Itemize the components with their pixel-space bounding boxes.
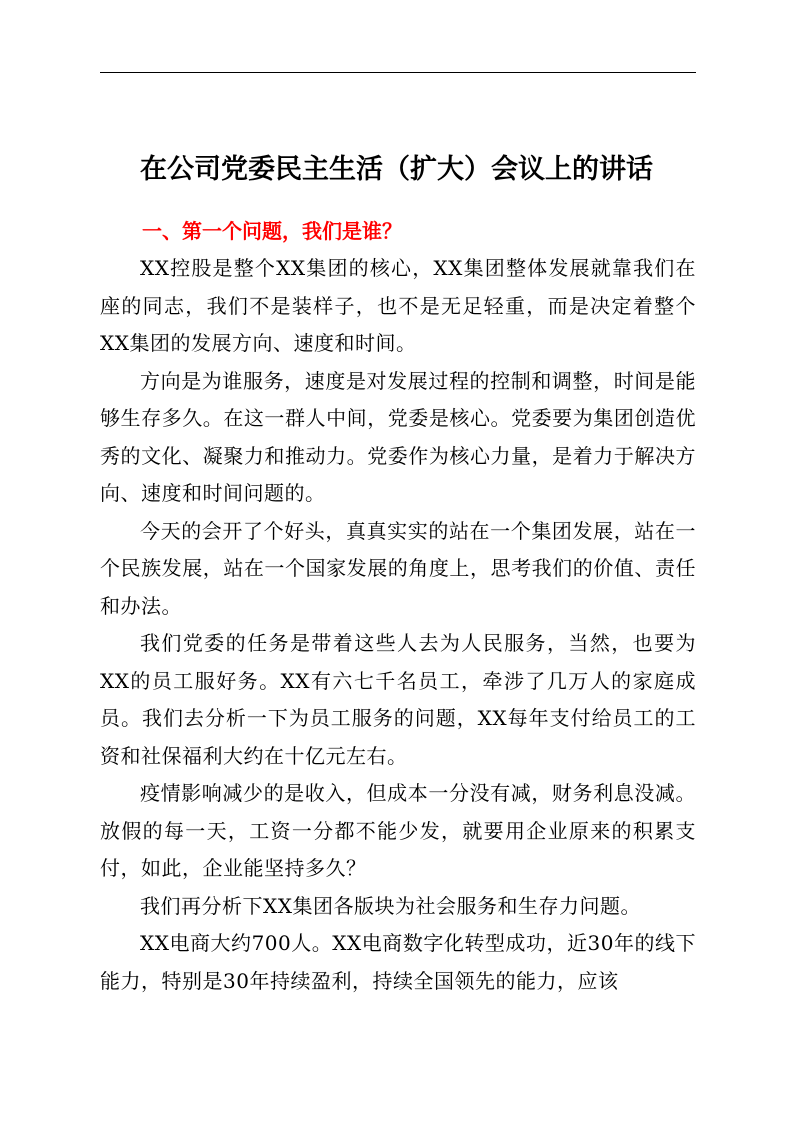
paragraph-5: 疫情影响减少的是收入，但成本一分没有减，财务利息没减。放假的每一天，工资一分都不能少发，就要用企业原来的积累支付，如此，企业能坚持多久？ [100, 781, 696, 880]
header-rule [100, 72, 696, 73]
section-heading: 一、第一个问题，我们是谁？ [142, 219, 402, 243]
document-body [100, 250, 696, 1000]
paragraph-1: XX控股是整个XX集团的核心，XX集团整体发展就靠我们在座的同志，我们不是装样子，也不是无足轻重，而是决定着整个XX集团的发展方向、速度和时间。 [100, 256, 696, 355]
paragraph-7: XX电商大约700人。XX电商数字化转型成功，近30年的线下能力，特别是30年持续盈利，持续全国领先的能力，应该 [100, 931, 696, 993]
paragraph-6: 我们再分析下XX集团各版块为社会服务和生存力问题。 [140, 893, 641, 918]
paragraph-2: 方向是为谁服务，速度是对发展过程的控制和调整，时间是能够生存多久。在这一群人中间，党委是核心。党委要为集团创造优秀的文化、凝聚力和推动力。党委作为核心力量，是着力于解决方向、速度和时间问题的。 [100, 368, 696, 505]
page-title: 在公司党委民主生活（扩大）会议上的讲话 [140, 154, 653, 185]
paragraph-3: 今天的会开了个好头，真真实实的站在一个集团发展，站在一个民族发展，站在一个国家发展的角度上，思考我们的价值、责任和办法。 [100, 518, 696, 618]
paragraph-4: 我们党委的任务是带着这些人去为人民服务，当然，也要为XX的员工服好务。XX有六七千名员工，牵涉了几万人的家庭成员。我们去分析一下为员工服务的问题，XX每年支付给员工的工资和社保福利大约在十亿元左右。 [100, 631, 696, 768]
